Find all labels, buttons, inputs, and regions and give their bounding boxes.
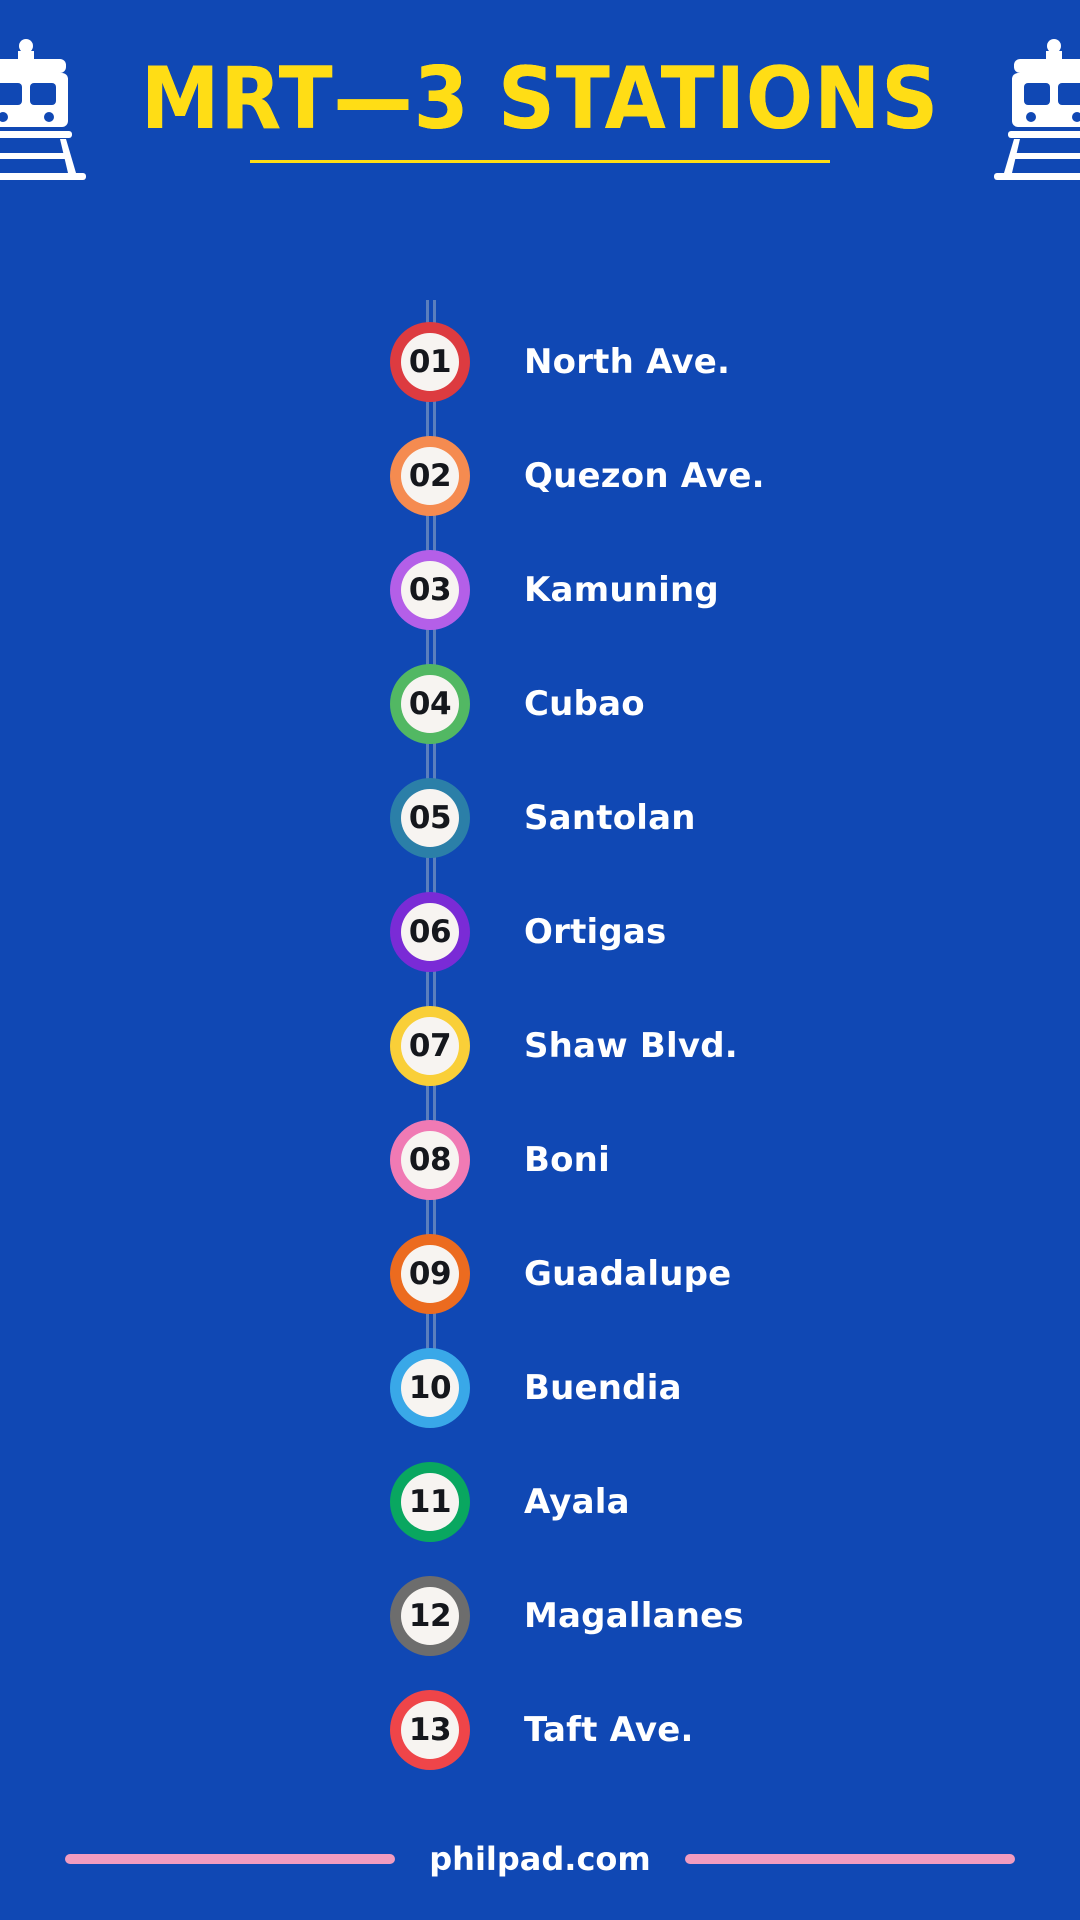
station-number: 11 bbox=[401, 1473, 459, 1531]
station-row bbox=[0, 647, 1080, 761]
station-row bbox=[0, 1217, 1080, 1331]
station-row bbox=[0, 1445, 1080, 1559]
station-name: Buendia bbox=[524, 1368, 682, 1408]
station-row bbox=[0, 1103, 1080, 1217]
station-marker bbox=[390, 1348, 470, 1428]
station-marker bbox=[390, 892, 470, 972]
station-name: Santolan bbox=[524, 798, 696, 838]
page-header bbox=[0, 0, 1080, 215]
station-name: Guadalupe bbox=[524, 1254, 732, 1294]
station-number: 03 bbox=[401, 561, 459, 619]
station-marker bbox=[390, 1234, 470, 1314]
station-name: Shaw Blvd. bbox=[524, 1026, 738, 1066]
station-number: 01 bbox=[401, 333, 459, 391]
station-row bbox=[0, 1331, 1080, 1445]
station-number: 05 bbox=[401, 789, 459, 847]
title-underline bbox=[250, 160, 830, 163]
station-marker bbox=[390, 550, 470, 630]
station-name: Quezon Ave. bbox=[524, 456, 765, 496]
footer-divider-right bbox=[685, 1854, 1015, 1864]
station-marker bbox=[390, 322, 470, 402]
train-icon bbox=[984, 33, 1080, 183]
station-number: 06 bbox=[401, 903, 459, 961]
station-number: 02 bbox=[401, 447, 459, 505]
station-marker bbox=[390, 1120, 470, 1200]
station-number: 09 bbox=[401, 1245, 459, 1303]
station-row bbox=[0, 761, 1080, 875]
station-marker bbox=[390, 436, 470, 516]
station-marker bbox=[390, 778, 470, 858]
station-row bbox=[0, 533, 1080, 647]
station-name: North Ave. bbox=[524, 342, 731, 382]
train-icon bbox=[0, 33, 96, 183]
station-name: Ortigas bbox=[524, 912, 667, 952]
station-name: Magallanes bbox=[524, 1596, 744, 1636]
station-name: Ayala bbox=[524, 1482, 630, 1522]
station-number: 08 bbox=[401, 1131, 459, 1189]
station-number: 04 bbox=[401, 675, 459, 733]
page-title: MRT—3 STATIONS bbox=[140, 49, 940, 149]
station-row bbox=[0, 989, 1080, 1103]
station-list bbox=[0, 305, 1080, 1787]
station-row bbox=[0, 305, 1080, 419]
station-marker bbox=[390, 1576, 470, 1656]
station-number: 12 bbox=[401, 1587, 459, 1645]
station-marker bbox=[390, 664, 470, 744]
station-name: Boni bbox=[524, 1140, 610, 1180]
title-block bbox=[106, 49, 974, 163]
station-name: Cubao bbox=[524, 684, 645, 724]
station-name: Taft Ave. bbox=[524, 1710, 694, 1750]
station-row bbox=[0, 419, 1080, 533]
station-number: 07 bbox=[401, 1017, 459, 1075]
station-number: 13 bbox=[401, 1701, 459, 1759]
page-footer bbox=[0, 1840, 1080, 1878]
station-marker bbox=[390, 1462, 470, 1542]
station-number: 10 bbox=[401, 1359, 459, 1417]
station-marker bbox=[390, 1006, 470, 1086]
footer-site-label: philpad.com bbox=[429, 1840, 651, 1878]
station-row bbox=[0, 1559, 1080, 1673]
footer-divider-left bbox=[65, 1854, 395, 1864]
station-row bbox=[0, 1673, 1080, 1787]
station-marker bbox=[390, 1690, 470, 1770]
station-name: Kamuning bbox=[524, 570, 719, 610]
station-row bbox=[0, 875, 1080, 989]
